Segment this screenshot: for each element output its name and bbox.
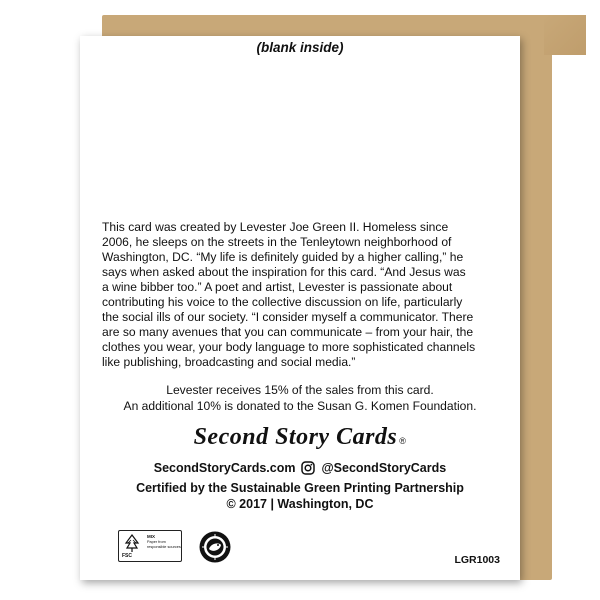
website-link[interactable]: SecondStoryCards.com [153,461,296,475]
story-line: clothes you wear, your body language to more sophisticated channels [102,340,476,354]
story-line: This card was created by Levester Joe Green II. Homeless since [102,220,449,234]
fsc-label: FSC [122,553,132,559]
brand-name: Second Story Cards [193,424,398,450]
envelope-flap [544,15,586,55]
story-line: 2006, he sleeps on the streets in the Tenleytown neighborhood of [102,235,452,249]
copyright-line: © 2017 | Washington, DC [226,497,374,511]
greeting-card-back [80,36,520,580]
story-line: like publishing, broadcasting and social media.” [102,355,356,369]
registered-mark: ® [399,436,407,446]
story-line: a wine bibber too.” A poet and artist, Levester is passionate about [102,280,453,294]
proceeds-line-artist: Levester receives 15% of the sales from this card. [166,383,434,397]
instagram-icon [301,461,315,475]
story-line: the social ills of our society. “I consider myself a communicator. There [102,310,474,324]
instagram-handle[interactable]: @SecondStoryCards [321,461,447,475]
fsc-mix-label: MIX [147,534,156,539]
brand-logo [80,424,520,451]
green-printing-seal-icon [198,530,232,569]
fsc-description: Paper from responsible sources [147,540,181,549]
story-line: Washington, DC. “My life is definitely guided by a higher calling,” he [102,250,464,264]
story-line: contributing his voice to the collective discussion on life, particularly [102,295,463,309]
story-line: are so many avenues that you can communicate – from your hair, the [102,325,474,339]
certification-block [80,480,520,512]
story-line: says when asked about the inspiration for this card. “And Jesus was [102,265,466,279]
contact-links [80,461,520,475]
blank-inside-label: (blank inside) [256,40,344,55]
proceeds-line-donation: An additional 10% is donated to the Susan G. Komen Foundation. [123,399,477,413]
certified-line: Certified by the Sustainable Green Printing Partnership [136,481,464,495]
product-code: LGR1003 [454,554,500,566]
fsc-mix-logo [118,530,182,562]
proceeds-statement [80,382,520,414]
story-paragraph [102,220,502,370]
